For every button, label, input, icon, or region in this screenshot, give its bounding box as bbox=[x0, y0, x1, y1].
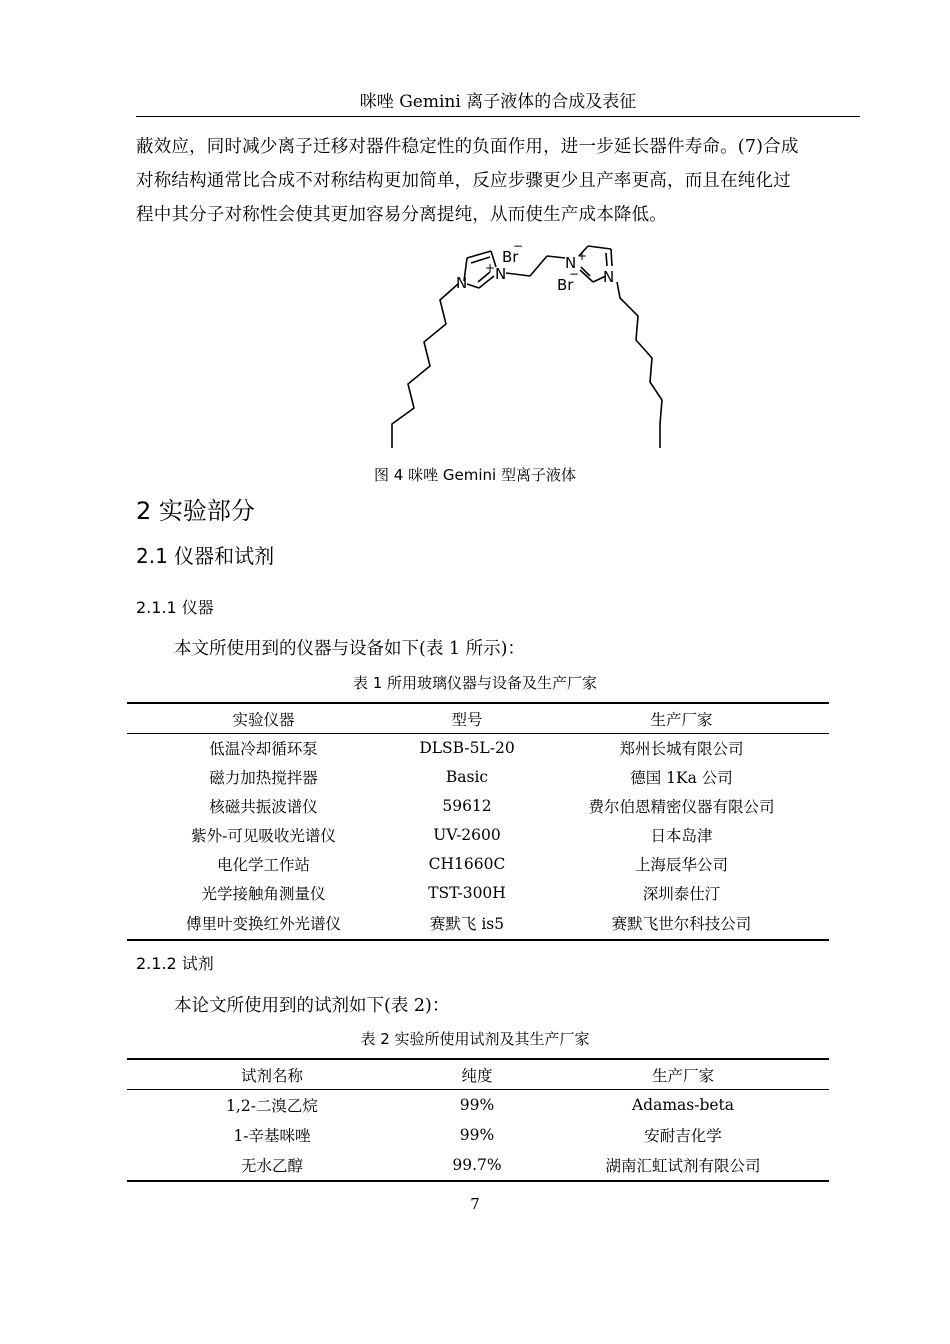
column-header: 生产厂家 bbox=[650, 710, 713, 729]
plus-charge: + bbox=[577, 249, 588, 263]
table-cell: Basic bbox=[445, 768, 489, 786]
table-header-row bbox=[127, 703, 829, 734]
table-cell: 德国 1Ka 公司 bbox=[630, 769, 733, 787]
bromide-label: Br bbox=[502, 248, 519, 266]
table-cell: 电化学工作站 bbox=[216, 856, 310, 874]
table-cell: 低温冷却循环泵 bbox=[209, 740, 318, 759]
reagents-intro: 本论文所使用到的试剂如下(表 2)： bbox=[174, 996, 450, 1016]
table-cell: UV-2600 bbox=[433, 826, 501, 844]
column-header: 实验仪器 bbox=[232, 710, 295, 729]
table-cell: 傅里叶变换红外光谱仪 bbox=[185, 915, 341, 933]
running-header: 咪唑 Gemini 离子液体的合成及表征 bbox=[359, 92, 637, 112]
table-row bbox=[127, 763, 829, 792]
column-header: 型号 bbox=[451, 710, 483, 729]
header-rule bbox=[136, 116, 860, 117]
paragraph-line: 程中其分子对称性会使其更加容易分离提纯，从而使生产成本降低。 bbox=[136, 205, 667, 225]
table-cell: 深圳泰仕汀 bbox=[642, 885, 721, 903]
nitrogen-label: N bbox=[456, 274, 468, 292]
table-cell: 99% bbox=[459, 1125, 495, 1144]
subsection-title: 2.1 仪器和试剂 bbox=[136, 544, 275, 568]
intro-paragraph bbox=[136, 130, 860, 232]
table-header-row bbox=[127, 1059, 829, 1090]
bromide-label: Br bbox=[557, 276, 574, 294]
table-cell: 湖南汇虹试剂有限公司 bbox=[605, 1156, 761, 1175]
table-row bbox=[127, 1150, 829, 1181]
column-header: 纯度 bbox=[461, 1066, 493, 1085]
section-title: 2 实验部分 bbox=[136, 497, 255, 525]
table-cell: 99% bbox=[459, 1095, 495, 1114]
table-row bbox=[127, 821, 829, 850]
table-cell: 59612 bbox=[442, 797, 492, 815]
table-cell: Adamas-beta bbox=[631, 1095, 735, 1114]
column-header: 生产厂家 bbox=[651, 1066, 714, 1085]
table-cell: 赛默飞 is5 bbox=[429, 915, 505, 933]
figure-4 bbox=[360, 236, 680, 458]
nitrogen-label: N bbox=[495, 265, 507, 283]
table-cell: 1-辛基咪唑 bbox=[233, 1126, 311, 1145]
reagents-table bbox=[127, 1058, 829, 1182]
minus-charge: − bbox=[569, 267, 580, 281]
column-header: 试剂名称 bbox=[240, 1066, 303, 1085]
table-row bbox=[127, 1120, 829, 1150]
table-cell: 99.7% bbox=[452, 1155, 502, 1174]
table-cell: TST-300H bbox=[428, 884, 506, 902]
table-row bbox=[127, 1090, 829, 1120]
reagents-heading: 2.1.2 试剂 bbox=[136, 954, 214, 973]
table-row bbox=[127, 908, 829, 940]
table-cell: 日本岛津 bbox=[650, 827, 713, 845]
table-row bbox=[127, 850, 829, 879]
gemini-ionic-liquid-structure bbox=[360, 236, 680, 458]
table-cell: 无水乙醇 bbox=[240, 1156, 303, 1175]
table-cell: 上海辰华公司 bbox=[634, 856, 728, 874]
instruments-heading: 2.1.1 仪器 bbox=[136, 598, 214, 617]
table-row bbox=[127, 792, 829, 821]
table-cell: 核磁共振波谱仪 bbox=[209, 798, 318, 816]
nitrogen-label: N bbox=[603, 268, 615, 286]
plus-charge: + bbox=[485, 261, 496, 275]
table-cell: CH1660C bbox=[428, 855, 506, 873]
table-cell: 郑州长城有限公司 bbox=[619, 740, 744, 759]
nitrogen-label: N bbox=[565, 254, 577, 272]
table-cell: 费尔伯恩精密仪器有限公司 bbox=[588, 798, 775, 816]
minus-charge: − bbox=[513, 239, 524, 253]
table-2-caption: 表 2 实验所使用试剂及其生产厂家 bbox=[360, 1030, 590, 1048]
table-cell: 赛默飞世尔科技公司 bbox=[611, 915, 752, 933]
table-cell: 紫外-可见吸收光谱仪 bbox=[191, 827, 336, 845]
table-row bbox=[127, 879, 829, 908]
table-cell: DLSB-5L-20 bbox=[419, 739, 515, 758]
paragraph-line: 对称结构通常比合成不对称结构更加简单，反应步骤更少且产率更高，而且在纯化过 bbox=[136, 171, 791, 191]
instruments-intro: 本文所使用到的仪器与设备如下(表 1 所示)： bbox=[174, 639, 525, 659]
figure-caption: 图 4 咪唑 Gemini 型离子液体 bbox=[374, 466, 576, 484]
table-cell: 光学接触角测量仪 bbox=[201, 885, 326, 903]
table-cell: 磁力加热搅拌器 bbox=[209, 769, 318, 787]
paragraph-line: 蔽效应，同时减少离子迁移对器件稳定性的负面作用，进一步延长器件寿命。(7)合成 bbox=[136, 137, 799, 157]
page-number: 7 bbox=[470, 1195, 480, 1213]
table-cell: 安耐吉化学 bbox=[644, 1126, 722, 1145]
table-1-caption: 表 1 所用玻璃仪器与设备及生产厂家 bbox=[352, 674, 598, 692]
instruments-table bbox=[127, 702, 829, 941]
table-cell: 1,2-二溴乙烷 bbox=[226, 1096, 318, 1115]
table-row bbox=[127, 734, 829, 763]
